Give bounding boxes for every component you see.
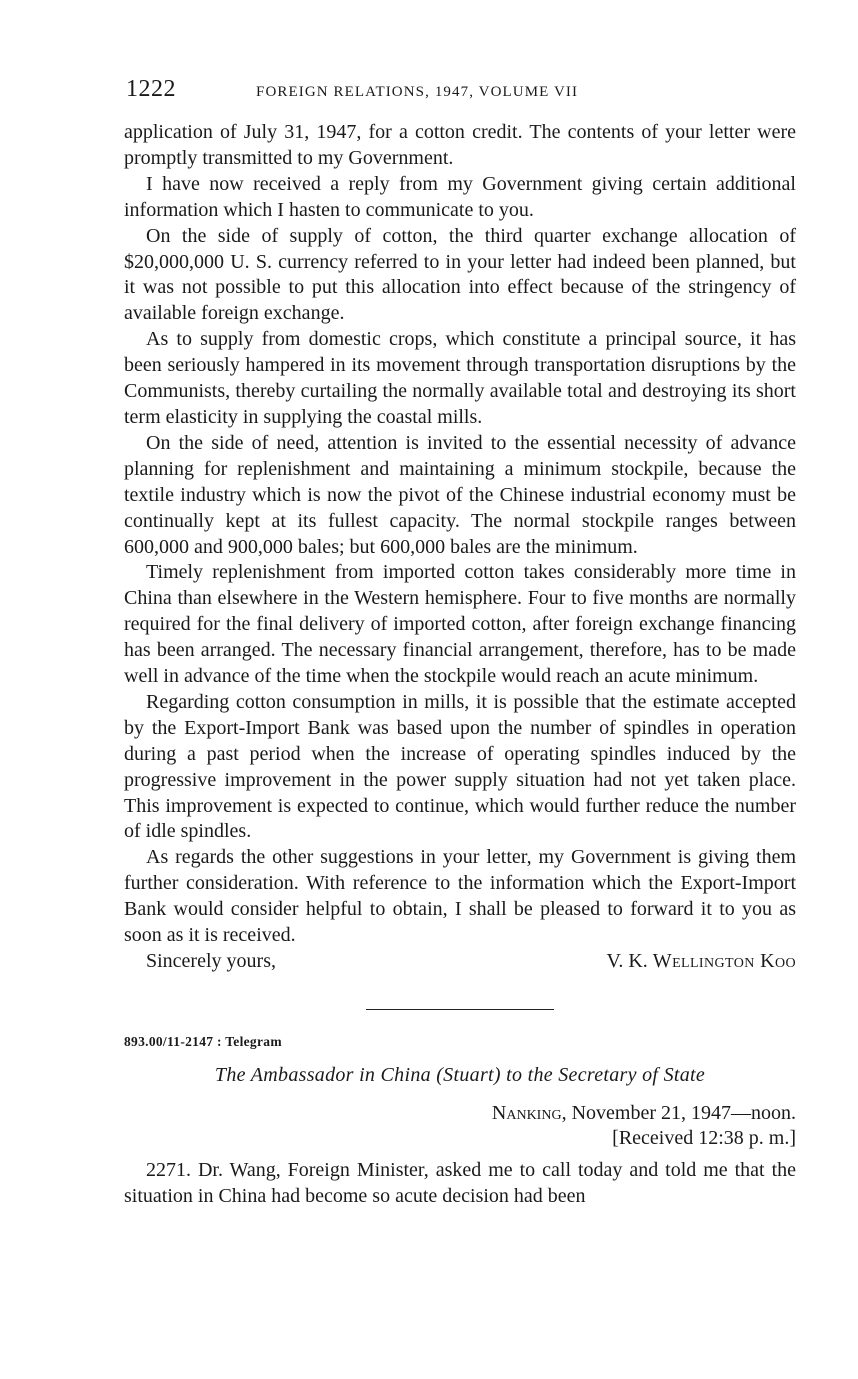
letter-paragraph: application of July 31, 1947, for a cotton credit. The contents of your letter were promptly transmitted to my Government. [124, 121, 796, 169]
letter-paragraph: Timely replenishment from imported cotton takes considerably more time in China than elsewhere in the Western hemisphere. Four to five months are normally required for the final delivery of imported cotton, after foreign exchange financing has been arranged. The necessary financial arrangement, therefore, has to be made well in advance of the time when the stockpile would reach an acute minimum. [124, 561, 796, 688]
letter-paragraph: As to supply from domestic crops, which constitute a principal source, it has been seriously hampered in its movement through transportation disruptions by the Communists, thereby curtailing the normally available total and destroying its short term elasticity in supplying the coastal mills. [124, 328, 796, 428]
document-page [124, 76, 796, 1210]
letter-paragraph: On the side of need, attention is invited to the essential necessity of advance planning for replenishment and maintaining a minimum stockpile, because the textile industry which is now the pivot of the Chinese industrial economy must be continually kept at its fullest capacity. The normal stockpile ranges between 600,000 and 900,000 bales; but 600,000 bales are the minimum. [124, 431, 796, 558]
section-divider [366, 1009, 554, 1010]
dateline-place: Nanking, [491, 1101, 567, 1124]
dateline-received: [Received 12:38 p. m.] [612, 1127, 796, 1150]
letter-body [124, 120, 796, 949]
letter-paragraph: Regarding cotton consumption in mills, it is possible that the estimate accepted by the Export-Import Bank was based upon the number of spindles in operation during a past period when the increase of operating spindles induced by the progressive improvement in the power supply situation had not yet taken place. This improvement is expected to continue, which would further reduce the number of idle spindles. [124, 690, 796, 843]
file-reference: 893.00/11-2147 : Telegram [124, 1033, 282, 1049]
running-header [124, 76, 796, 110]
letter-paragraph: As regards the other suggestions in your letter, my Government is giving them further consideration. With reference to the information which the Export-Import Bank would consider helpful to obtain, I shall be pleased to forward it to you as soon as it is received. [124, 846, 796, 947]
volume-title: FOREIGN RELATIONS, 1947, VOLUME VII [256, 84, 579, 100]
letter-closing [124, 949, 796, 975]
signature-initials: V. K. [606, 950, 648, 972]
signature-name: Wellington Koo [652, 950, 796, 972]
document-title: The Ambassador in China (Stuart) to the Secretary of State [214, 1063, 706, 1086]
telegram-body [124, 1158, 796, 1210]
dateline-sent [124, 1101, 796, 1127]
dateline-date: November 21, 1947—noon. [571, 1101, 796, 1124]
letter-paragraph: On the side of supply of cotton, the third quarter exchange allocation of $20,000,000 U. S. currency referred to in your letter had indeed been planned, but it was not possible to put this allocation into effect because of the stringency of available foreign exchange. [124, 224, 796, 325]
page-number: 1222 [126, 76, 176, 102]
telegram-paragraph: 2271. Dr. Wang, Foreign Minister, asked me to call today and told me that the situation in China had become so acute decision had been [124, 1158, 796, 1207]
signature [606, 949, 796, 975]
dateline [124, 1101, 796, 1152]
complimentary-close: Sincerely yours, [146, 950, 276, 972]
letter-paragraph: I have now received a reply from my Government giving certain additional information which I hasten to communicate to you. [124, 172, 796, 221]
